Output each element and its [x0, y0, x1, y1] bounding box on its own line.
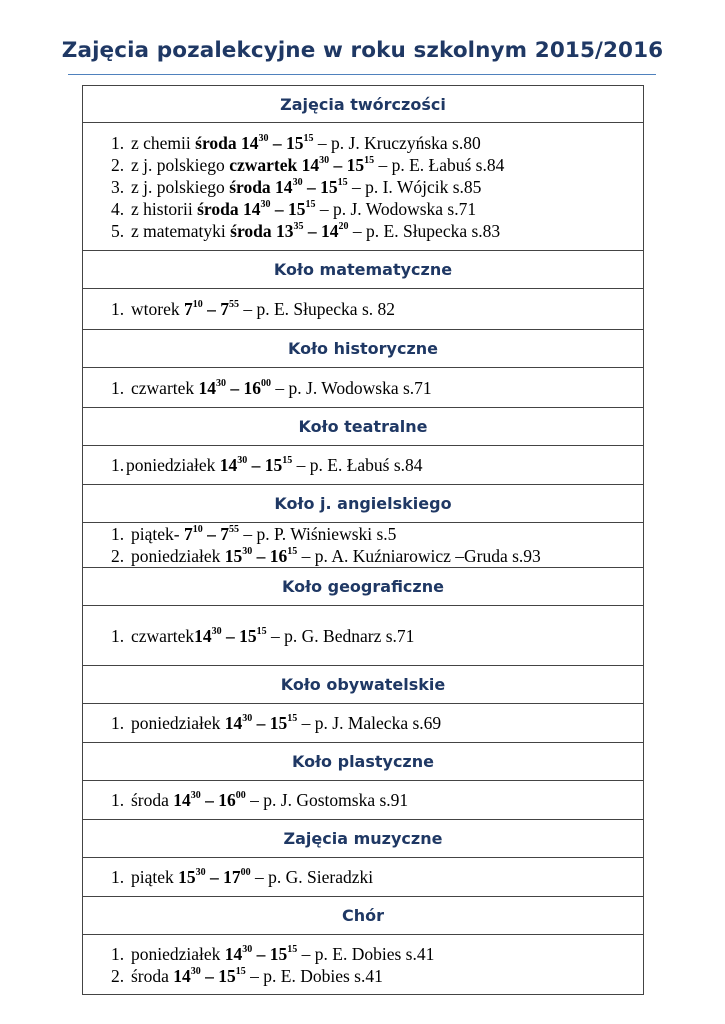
section-heading: Koło historyczne	[83, 330, 644, 368]
item-text: – 15	[270, 198, 306, 219]
list-number: 1.	[111, 943, 125, 964]
schedule-list	[83, 866, 643, 888]
item-text: 15	[224, 546, 243, 566]
list-item	[83, 866, 643, 888]
schedule-list	[83, 943, 643, 987]
item-text: z historii	[131, 198, 198, 219]
list-item	[83, 545, 643, 567]
list-item	[83, 132, 643, 154]
list-number: 1.	[111, 790, 125, 810]
list-number: 1.	[111, 713, 125, 733]
item-text: 00	[240, 867, 251, 878]
item-text: – p. P. Wiśniewski s.5	[238, 524, 397, 544]
item-text: 30	[292, 176, 303, 188]
item-text: – p. E. Słupecka s.83	[348, 220, 501, 241]
item-text: – p. J. Wodowska s.71	[271, 377, 432, 398]
item-text: 30	[216, 377, 227, 389]
item-text: 15	[305, 198, 316, 210]
item-text: – 7	[202, 524, 229, 544]
item-text: – p. E. Słupecka s. 82	[238, 299, 396, 319]
item-text: 00	[261, 377, 272, 389]
item-text: – 16	[200, 790, 236, 810]
list-item	[83, 943, 643, 965]
item-text: 15	[235, 965, 246, 977]
list-item	[83, 965, 643, 987]
item-text: 00	[235, 790, 246, 801]
schedule-list	[83, 298, 643, 320]
item-text: środa 14	[229, 176, 293, 197]
item-text: z j. polskiego	[131, 154, 230, 175]
item-text: poniedziałek	[131, 713, 225, 733]
list-number: 1.	[111, 867, 125, 887]
item-text: 15	[282, 455, 293, 466]
item-text: 55	[228, 299, 239, 310]
item-text: 15	[287, 943, 298, 955]
item-text: – p. E. Dobies s.41	[245, 965, 383, 986]
item-text: 15	[303, 132, 314, 144]
list-item	[83, 176, 643, 198]
item-text: – 15	[247, 455, 283, 475]
section-heading: Koło j. angielskiego	[83, 485, 644, 523]
list-number: 1.	[111, 299, 125, 319]
item-text: 30	[190, 790, 201, 801]
item-text: 30	[242, 713, 253, 724]
item-text: 30	[260, 198, 271, 210]
item-text: – p. G. Bednarz s.71	[266, 625, 415, 646]
item-text: 14	[198, 377, 217, 398]
item-text: – p. G. Sieradzki	[250, 867, 374, 887]
section-body	[83, 523, 644, 568]
item-text: środa 14	[195, 132, 259, 153]
schedule-list	[83, 789, 643, 811]
item-text: – 15	[221, 625, 257, 646]
section-heading: Koło obywatelskie	[83, 666, 644, 704]
item-text: – p. J. Kruczyńska s.80	[313, 132, 481, 153]
section-body	[83, 781, 644, 820]
section-heading: Chór	[83, 897, 644, 935]
item-text: – 15	[252, 713, 288, 733]
item-text: 15	[256, 625, 267, 637]
item-text: 15	[364, 154, 375, 166]
item-text: 30	[319, 154, 330, 166]
section-body	[83, 368, 644, 408]
item-text: 14	[173, 965, 191, 986]
list-number: 1.	[111, 625, 125, 646]
section-heading: Koło geograficzne	[83, 568, 644, 606]
section-body	[83, 858, 644, 897]
item-text: – p. E. Dobies s.41	[297, 943, 435, 964]
section-heading: Koło plastyczne	[83, 743, 644, 781]
list-item	[83, 789, 643, 811]
list-number: 5.	[111, 220, 125, 241]
item-text: 30	[237, 455, 248, 466]
section-body	[83, 704, 644, 743]
item-text: piątek-	[131, 524, 184, 544]
item-text: 35	[293, 220, 304, 232]
list-item	[83, 198, 643, 220]
item-text: 14	[173, 790, 191, 810]
item-text: 15	[287, 546, 298, 557]
schedule-list	[83, 523, 643, 567]
item-text: środa	[131, 790, 174, 810]
list-item	[83, 523, 643, 545]
item-text: 7	[183, 299, 193, 319]
item-text: środa 13	[230, 220, 294, 241]
item-text: z j. polskiego	[131, 176, 230, 197]
item-text: 15	[178, 867, 196, 887]
item-text: 30	[242, 943, 253, 955]
item-text: 30	[195, 867, 206, 878]
section-body	[83, 446, 644, 485]
item-text: – 15	[200, 965, 236, 986]
list-item	[83, 298, 643, 320]
list-number: 2.	[111, 154, 125, 175]
item-text: 14	[194, 625, 212, 646]
item-text: – p. J. Wodowska s.71	[315, 198, 477, 219]
section-heading: Koło teatralne	[83, 408, 644, 446]
list-number: 3.	[111, 176, 125, 197]
page-title: Zajęcia pozalekcyjne w roku szkolnym 2015/2016	[61, 38, 664, 63]
list-item	[83, 377, 643, 399]
item-text: 10	[192, 299, 203, 310]
list-number: 1.	[111, 455, 125, 475]
list-number: 2.	[111, 965, 125, 986]
item-text: poniedziałek	[131, 943, 225, 964]
item-text: – p. J. Gostomska s.91	[245, 790, 409, 810]
section-heading: Zajęcia muzyczne	[83, 820, 644, 858]
item-text: 7	[183, 524, 193, 544]
schedule-list	[83, 377, 643, 399]
item-text: – p. I. Wójcik s.85	[347, 176, 482, 197]
item-text: z matematyki	[131, 220, 231, 241]
item-text: – 16	[252, 546, 288, 566]
item-text: 30	[211, 625, 222, 637]
schedule-list	[83, 454, 643, 476]
item-text: 20	[338, 220, 349, 232]
list-number: 4.	[111, 198, 125, 219]
item-text: 30	[242, 546, 253, 557]
section-heading: Zajęcia twórczości	[83, 86, 644, 123]
item-text: 10	[192, 524, 203, 535]
item-text: – 17	[205, 867, 241, 887]
item-text: 14	[224, 943, 243, 964]
section-body	[83, 606, 644, 666]
item-text: wtorek	[131, 299, 184, 319]
section-heading: Koło matematyczne	[83, 251, 644, 289]
list-item	[83, 625, 643, 647]
item-text: – 7	[202, 299, 229, 319]
schedule-list	[83, 625, 643, 647]
item-text: środa	[131, 965, 174, 986]
list-number: 1.	[111, 132, 125, 153]
item-text: – 15	[268, 132, 304, 153]
item-text: 15	[337, 176, 348, 188]
item-text: czwartek	[131, 377, 199, 398]
item-text: 30	[258, 132, 269, 144]
list-number: 1.	[111, 524, 125, 544]
list-item	[83, 154, 643, 176]
item-text: piątek	[131, 867, 179, 887]
schedule-list	[83, 712, 643, 734]
item-text: – p. E. Łabuś s.84	[374, 154, 505, 175]
list-number: 2.	[111, 546, 125, 566]
list-item	[83, 454, 643, 476]
item-text: – p. J. Malecka s.69	[297, 713, 442, 733]
item-text: 14	[224, 713, 243, 733]
item-text: środa 14	[197, 198, 261, 219]
schedule-list	[83, 132, 643, 242]
item-text: poniedziałek	[126, 455, 220, 475]
item-text: – 14	[303, 220, 339, 241]
item-text: poniedziałek	[131, 546, 225, 566]
section-body	[83, 123, 644, 251]
item-text: 55	[228, 524, 239, 535]
list-number: 1.	[111, 377, 125, 398]
item-text: – 15	[302, 176, 338, 197]
item-text: – p. E. Łabuś s.84	[292, 455, 423, 475]
item-text: – 16	[226, 377, 262, 398]
item-text: 15	[287, 713, 298, 724]
item-text: – p. A. Kuźniarowicz –Gruda s.93	[297, 546, 541, 566]
item-text: czwartek 14	[229, 154, 320, 175]
item-text: z chemii	[131, 132, 196, 153]
title-underline	[68, 74, 656, 75]
item-text: – 15	[329, 154, 365, 175]
item-text: – 15	[252, 943, 288, 964]
list-item	[83, 712, 643, 734]
schedule-table	[82, 85, 644, 995]
item-text: czwartek	[131, 625, 195, 646]
item-text: 14	[219, 455, 238, 475]
list-item	[83, 220, 643, 242]
section-body	[83, 289, 644, 330]
item-text: 30	[190, 965, 201, 977]
section-body	[83, 935, 644, 995]
